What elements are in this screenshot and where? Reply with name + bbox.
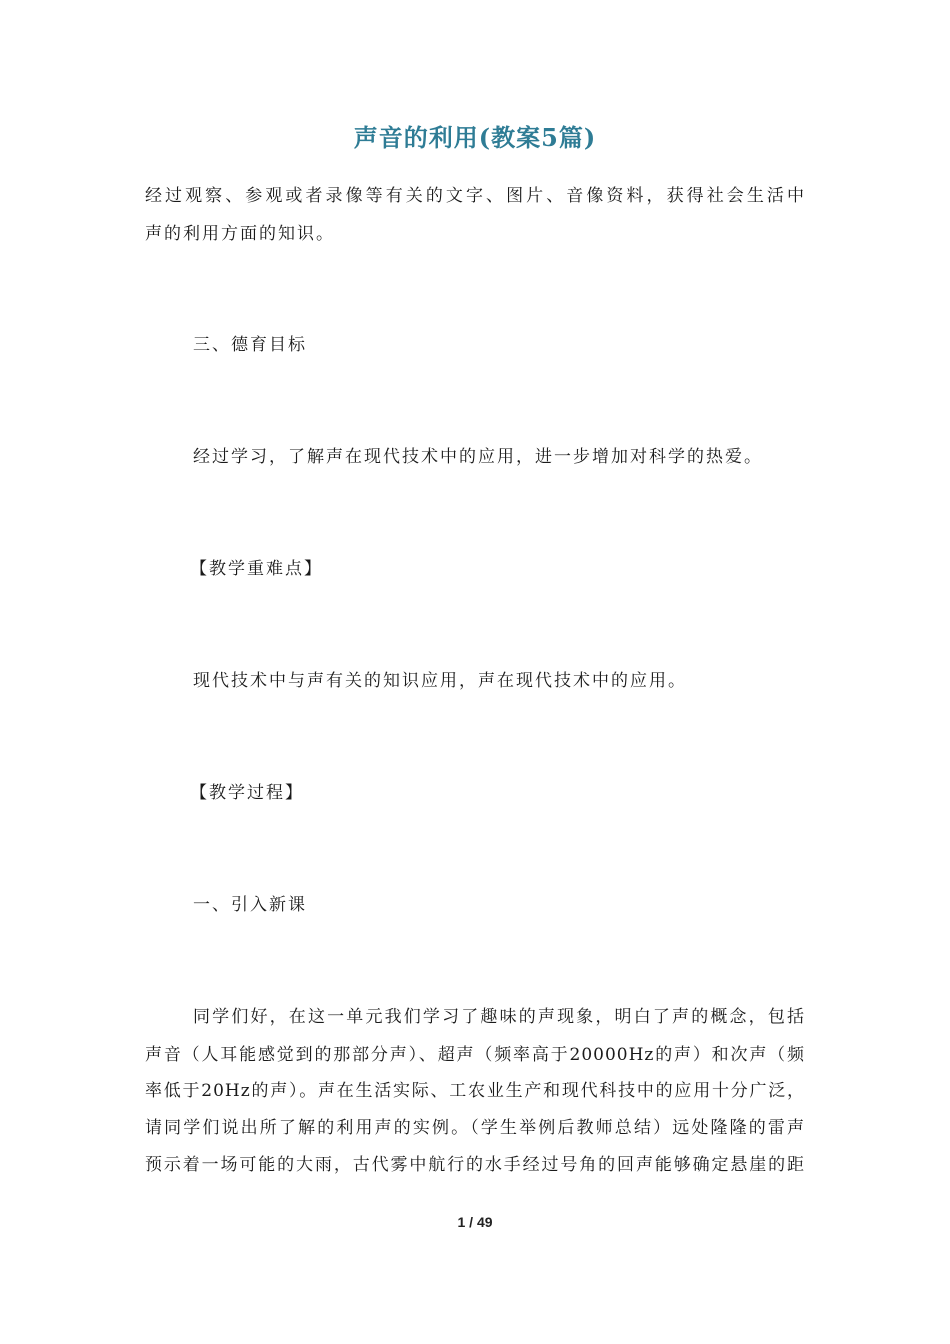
heading-moral-goal: 三、德育目标 — [193, 335, 307, 355]
heading-key-points: 【教学重难点】 — [190, 559, 323, 579]
paragraph-line-5: 预示着一场可能的大雨，古代雾中航行的水手经过号角的回声能够确定悬崖的距 — [145, 1155, 805, 1175]
page-number: 1 / 49 — [457, 1214, 493, 1230]
paragraph-line-4: 请同学们说出所了解的利用声的实例。（学生举例后教师总结）远处隆隆的雷声 — [145, 1118, 805, 1138]
moral-goal-text: 经过学习，了解声在现代技术中的应用，进一步增加对科学的热爱。 — [193, 447, 763, 467]
paragraph-line-2: 声音（人耳能感觉到的那部分声）、超声（频率高于20000Hz的声）和次声（频 — [145, 1045, 805, 1065]
paragraph-line-1: 同学们好，在这一单元我们学习了趣味的声现象，明白了声的概念，包括 — [193, 1007, 805, 1027]
document-title: 声音的利用(教案5篇) — [353, 123, 597, 152]
intro-line-1: 经过观察、参观或者录像等有关的文字、图片、音像资料，获得社会生活中 — [145, 186, 805, 206]
paragraph-line-3: 率低于20Hz的声）。声在生活实际、工农业生产和现代科技中的应用十分广泛， — [145, 1081, 805, 1101]
heading-teaching-process: 【教学过程】 — [190, 783, 304, 803]
intro-line-2: 声的利用方面的知识。 — [145, 224, 335, 244]
heading-intro-lesson: 一、引入新课 — [193, 895, 307, 915]
key-points-text: 现代技术中与声有关的知识应用，声在现代技术中的应用。 — [193, 671, 687, 691]
